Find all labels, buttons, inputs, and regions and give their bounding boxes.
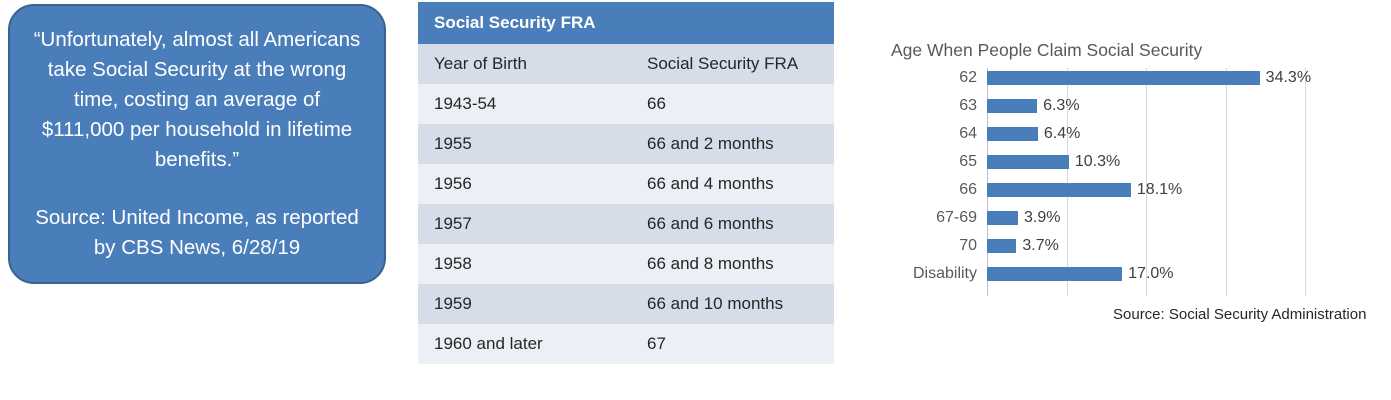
chart-bar	[987, 211, 1018, 225]
quote-source: Source: United Income, as reported by CBS News, 6/28/19	[35, 206, 359, 259]
chart-bar	[987, 99, 1037, 113]
cell-year: 1959	[418, 284, 631, 324]
chart-data-label: 17.0%	[1128, 265, 1174, 282]
chart-data-label: 3.7%	[1022, 237, 1059, 254]
claim-age-chart	[875, 2, 1367, 323]
table-row	[418, 84, 834, 124]
chart-bar-row	[891, 148, 1331, 176]
chart-plot-area	[891, 64, 1331, 304]
chart-data-label: 10.3%	[1074, 153, 1121, 170]
chart-bar-row	[891, 64, 1331, 92]
table-row	[418, 204, 834, 244]
cell-year: 1958	[418, 244, 631, 284]
table-title: Social Security FRA	[418, 2, 834, 44]
chart-bar-row	[891, 176, 1331, 204]
cell-fra: 67	[631, 324, 834, 364]
chart-category-label: 70	[959, 237, 977, 254]
table-header-row	[418, 44, 834, 84]
cell-year: 1957	[418, 204, 631, 244]
chart-category-label: 64	[959, 125, 977, 142]
quote-callout	[8, 4, 386, 284]
chart-source-note: Source: Social Security Administration	[1113, 306, 1367, 323]
chart-category-label: Disability	[912, 265, 977, 282]
social-security-fra-table	[418, 2, 834, 364]
chart-data-label: 6.3%	[1043, 97, 1080, 114]
cell-year: 1943-54	[418, 84, 631, 124]
chart-bar-row	[891, 260, 1331, 288]
table-row	[418, 324, 834, 364]
cell-fra: 66 and 8 months	[631, 244, 834, 284]
cell-fra: 66 and 6 months	[631, 204, 834, 244]
table-row	[418, 244, 834, 284]
cell-year: 1955	[418, 124, 631, 164]
chart-bar	[987, 127, 1038, 141]
chart-bar-row	[891, 204, 1331, 232]
cell-fra: 66 and 2 months	[631, 124, 834, 164]
chart-bar	[987, 267, 1122, 281]
chart-data-label: 34.3%	[1265, 69, 1312, 86]
chart-bar-row	[891, 92, 1331, 120]
chart-data-label: 6.4%	[1043, 125, 1081, 142]
chart-data-label: 3.9%	[1024, 209, 1061, 226]
chart-category-label: 62	[959, 69, 977, 86]
chart-bar	[987, 71, 1260, 85]
chart-bar	[987, 183, 1131, 197]
cell-year: 1956	[418, 164, 631, 204]
chart-category-label: 66	[959, 181, 977, 198]
cell-fra: 66	[631, 84, 834, 124]
column-header-fra: Social Security FRA	[631, 44, 834, 84]
chart-category-label: 67-69	[936, 209, 977, 226]
cell-year: 1960 and later	[418, 324, 631, 364]
table-row	[418, 164, 834, 204]
chart-bar-row	[891, 120, 1331, 148]
cell-fra: 66 and 10 months	[631, 284, 834, 324]
chart-data-label: 18.1%	[1136, 181, 1183, 198]
chart-category-label: 65	[959, 153, 977, 170]
table-title-row	[418, 2, 834, 44]
chart-bar	[987, 155, 1069, 169]
chart-category-label: 63	[959, 97, 977, 114]
quote-text: “Unfortunately, almost all Americans take Social Security at the wrong time, costing an average of $111,000 per household in lifetime benefits.”	[33, 28, 361, 171]
chart-bar	[987, 239, 1016, 253]
column-header-year-of-birth: Year of Birth	[418, 44, 631, 84]
chart-bar-row	[891, 232, 1331, 260]
chart-title: Age When People Claim Social Security	[891, 40, 1203, 60]
cell-fra: 66 and 4 months	[631, 164, 834, 204]
table-row	[418, 124, 834, 164]
table-row	[418, 284, 834, 324]
